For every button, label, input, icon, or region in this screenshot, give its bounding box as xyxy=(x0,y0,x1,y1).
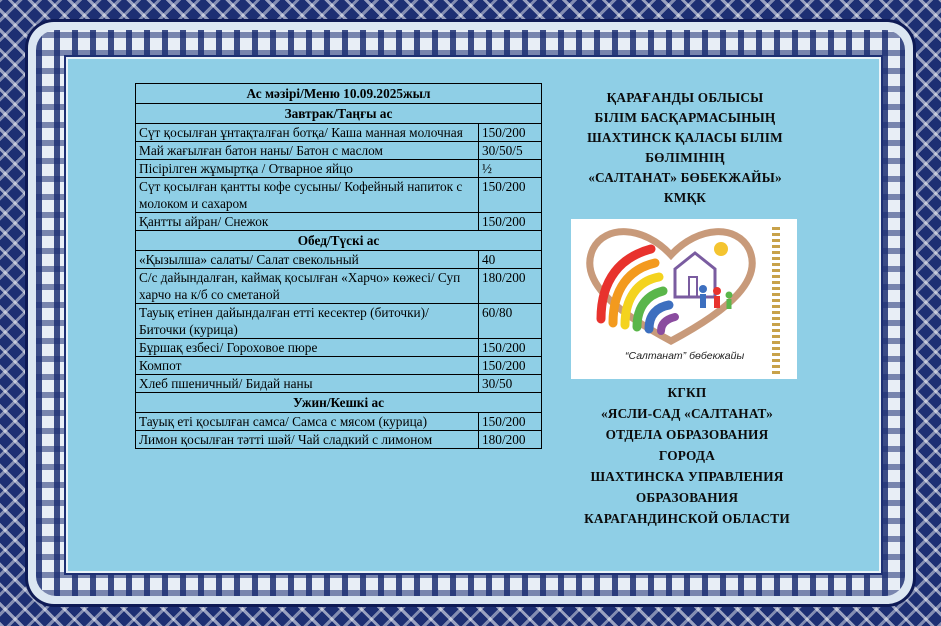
menu-item-name: Қантты айран/ Снежок xyxy=(136,213,479,231)
menu-section-row xyxy=(136,231,542,251)
menu-item-portion: 150/200 xyxy=(479,213,542,231)
menu-item-name: Тауық еті қосылған самса/ Самса с мясом (курица) xyxy=(136,413,479,431)
menu-section-heading: Обед/Түскі ас xyxy=(136,231,542,251)
org-kz-line: БІЛІМ БАСҚАРМАСЫНЫҢ xyxy=(594,110,776,125)
menu-item-row xyxy=(136,339,542,357)
menu-section-row xyxy=(136,104,542,124)
menu-item-name: С/с дайындалған, каймақ қосылған «Харчо» көжесі/ Суп харчо на к/б со сметаной xyxy=(136,269,479,304)
menu-item-portion: 150/200 xyxy=(479,357,542,375)
menu-item-row xyxy=(136,413,542,431)
menu-item-portion: 150/200 xyxy=(479,178,542,213)
menu-item-portion: 150/200 xyxy=(479,339,542,357)
logo-caption: “Салтанат” бөбекжайы xyxy=(625,350,745,362)
org-kz-line: «САЛТАНАТ» БӨБЕКЖАЙЫ» xyxy=(588,170,782,185)
org-kz-line: КМҚК xyxy=(663,190,707,205)
logo-heart-icon xyxy=(571,219,771,349)
menu-item-row xyxy=(136,178,542,213)
org-ru-line: ОБРАЗОВАНИЯ xyxy=(635,490,739,505)
menu-item-name: Пісірілген жұмыртқа / Отварное яйцо xyxy=(136,160,479,178)
menu-item-portion: 40 xyxy=(479,251,542,269)
menu-section-heading: Завтрак/Таңғы ас xyxy=(136,104,542,124)
menu-item-name: Сүт қосылған ұнтақталған ботқа/ Каша манная молочная xyxy=(136,124,479,142)
menu-item-portion: 180/200 xyxy=(479,431,542,449)
menu-item-portion: 30/50 xyxy=(479,375,542,393)
menu-item-portion: 30/50/5 xyxy=(479,142,542,160)
logo xyxy=(571,219,797,379)
menu-title-row xyxy=(136,84,542,104)
org-ru-line: ОТДЕЛА ОБРАЗОВАНИЯ xyxy=(605,427,769,442)
menu-item-row xyxy=(136,142,542,160)
menu-table xyxy=(135,83,542,449)
menu-item-portion: 150/200 xyxy=(479,413,542,431)
menu-section-heading: Ужин/Кешкі ас xyxy=(136,393,542,413)
menu-item-portion: 60/80 xyxy=(479,304,542,339)
menu-item-row xyxy=(136,213,542,231)
menu-item-portion: 180/200 xyxy=(479,269,542,304)
org-ru-line: «ЯСЛИ-САД «САЛТАНАТ» xyxy=(600,406,774,421)
menu-item-row xyxy=(136,124,542,142)
menu-item-row xyxy=(136,269,542,304)
org-ru-line: КГКП xyxy=(667,385,707,400)
menu-item-row xyxy=(136,431,542,449)
org-kz-line: ҚАРАҒАНДЫ ОБЛЫСЫ xyxy=(606,90,764,105)
menu-item-name: Компот xyxy=(136,357,479,375)
menu-item-row xyxy=(136,304,542,339)
menu-item-name: Хлеб пшеничный/ Бидай наны xyxy=(136,375,479,393)
menu-item-row xyxy=(136,357,542,375)
menu-item-portion: 150/200 xyxy=(479,124,542,142)
menu-item-name: Май жағылған батон наны/ Батон с маслом xyxy=(136,142,479,160)
menu-item-portion: ½ xyxy=(479,160,542,178)
menu-item-name: Бұршақ езбесі/ Гороховое пюре xyxy=(136,339,479,357)
menu-item-name: Лимон қосылған тәтті шәй/ Чай сладкий с лимоном xyxy=(136,431,479,449)
menu-title: Ас мәзірі/Меню 10.09.2025жыл xyxy=(136,84,542,104)
org-ru-line: ШАХТИНСКА УПРАВЛЕНИЯ xyxy=(590,469,784,484)
org-ru-line: ГОРОДА xyxy=(658,448,716,463)
org-kz-line: БӨЛІМІНІҢ xyxy=(645,150,725,165)
org-ru-line: КАРАГАНДИНСКОЙ ОБЛАСТИ xyxy=(584,511,790,526)
ornament-stripe xyxy=(772,224,780,374)
menu-item-name: Тауық етінен дайындалған етті кесектер (биточки)/ Биточки (курица) xyxy=(136,304,479,339)
org-name-ru xyxy=(552,382,822,529)
menu-item-row xyxy=(136,375,542,393)
org-kz-line: ШАХТИНСК ҚАЛАСЫ БІЛІМ xyxy=(587,130,783,145)
menu-item-name: «Қызылша» салаты/ Салат свекольный xyxy=(136,251,479,269)
menu-item-name: Сүт қосылған қантты кофе сусыны/ Кофейный напиток с молоком и сахаром xyxy=(136,178,479,213)
menu-item-row xyxy=(136,251,542,269)
org-name-kz xyxy=(560,88,810,208)
menu-section-row xyxy=(136,393,542,413)
menu-item-row xyxy=(136,160,542,178)
